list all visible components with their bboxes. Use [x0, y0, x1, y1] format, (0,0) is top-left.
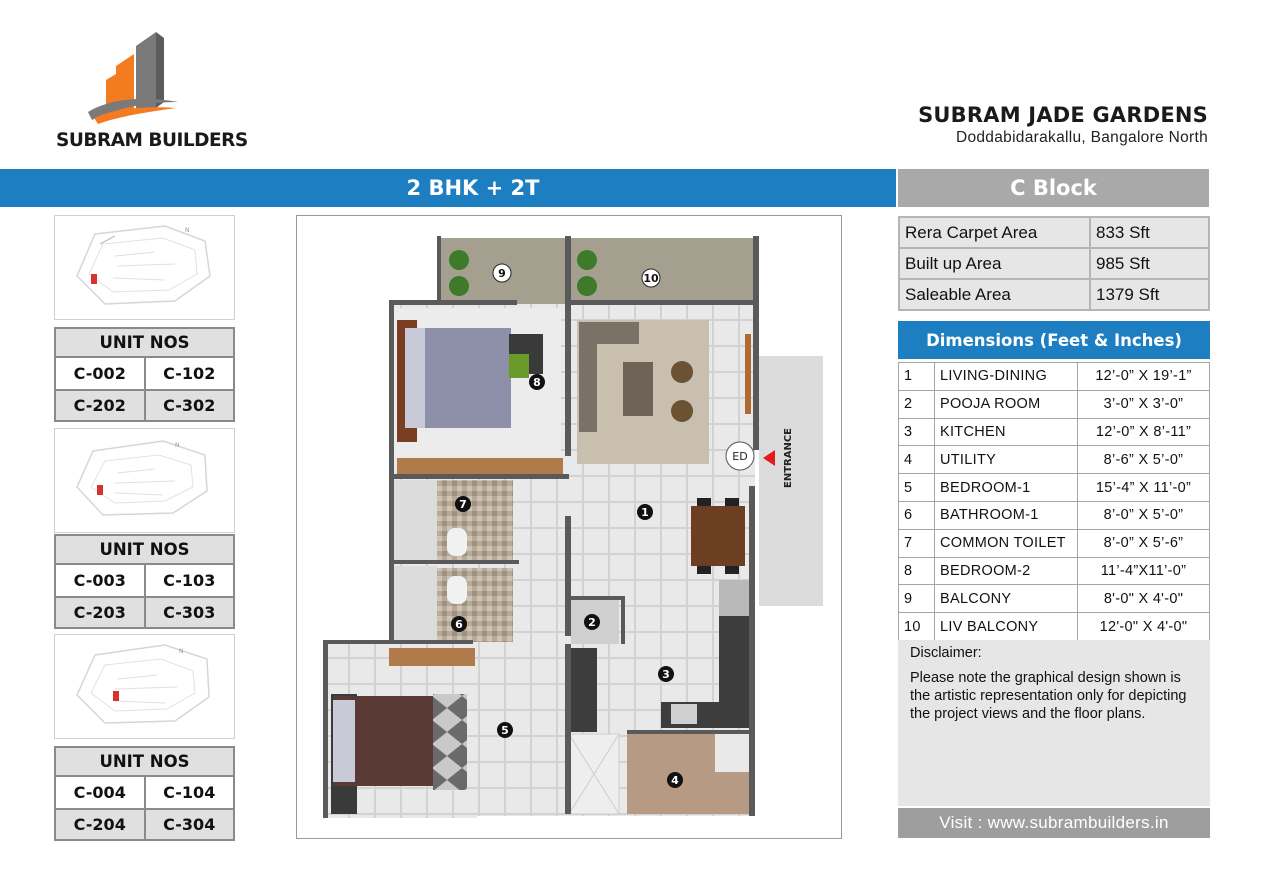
- unit-row: [56, 777, 233, 808]
- dimension-row: [899, 557, 1210, 585]
- dimension-room: BALCONY: [935, 585, 1078, 613]
- ed-label: ED: [732, 450, 748, 463]
- project-location: Doddabidarakallu, Bangalore North: [955, 129, 1208, 146]
- svg-text:N: N: [179, 648, 184, 655]
- dimension-number: 6: [899, 501, 935, 529]
- unit-numbers-table: [54, 327, 235, 422]
- room-marker: 1: [641, 506, 649, 519]
- dimension-row: [899, 585, 1210, 613]
- dimension-size: 11’-4”X11’-0”: [1078, 557, 1210, 585]
- unit-number: C-202: [73, 396, 126, 415]
- disclaimer-title: Disclaimer:: [910, 645, 982, 661]
- dimension-number: 5: [899, 474, 935, 502]
- brand-logo: [52, 28, 248, 153]
- area-value: 985 Sft: [1090, 248, 1209, 279]
- room-marker: 8: [533, 376, 541, 389]
- dimension-row: [899, 474, 1210, 502]
- key-plan-image: [54, 634, 235, 739]
- area-row: [899, 217, 1209, 248]
- dimension-row: [899, 613, 1210, 641]
- dimension-number: 8: [899, 557, 935, 585]
- block-banner: C Block: [898, 169, 1209, 207]
- dimension-room: BEDROOM-1: [935, 474, 1078, 502]
- dimensions-table: [898, 362, 1210, 641]
- dimension-size: 12’-0” X 19’-1”: [1078, 363, 1210, 391]
- dimensions-heading: Dimensions (Feet & Inches): [898, 321, 1210, 359]
- dimension-row: [899, 529, 1210, 557]
- key-plan-image: [54, 428, 235, 533]
- unit-row: [56, 808, 233, 839]
- unit-row: [56, 565, 233, 596]
- floor-plan: [296, 215, 842, 839]
- disclaimer: [898, 640, 1210, 806]
- room-marker: 4: [671, 774, 679, 787]
- website-link[interactable]: Visit : www.subrambuilders.in: [898, 808, 1210, 838]
- dimension-room: UTILITY: [935, 446, 1078, 474]
- room-marker: 7: [459, 498, 467, 511]
- unit-type-banner: 2 BHK + 2T: [0, 169, 896, 207]
- floor-plan-drawing: [297, 216, 843, 840]
- room-marker: 3: [662, 668, 670, 681]
- unit-number: C-302: [144, 391, 234, 420]
- room-marker: 9: [498, 267, 506, 280]
- dimension-room: POOJA ROOM: [935, 390, 1078, 418]
- dimension-number: 9: [899, 585, 935, 613]
- unit-number: C-003: [73, 571, 126, 590]
- builders-logo-icon: [86, 28, 186, 128]
- unit-numbers-table: [54, 534, 235, 629]
- dimension-row: [899, 390, 1210, 418]
- room-marker: 2: [588, 616, 596, 629]
- area-label: Built up Area: [899, 248, 1090, 279]
- unit-row: [56, 596, 233, 627]
- dimension-room: BATHROOM-1: [935, 501, 1078, 529]
- area-value: 833 Sft: [1090, 217, 1209, 248]
- dimension-room: LIV BALCONY: [935, 613, 1078, 641]
- area-table: [898, 216, 1210, 311]
- unit-number: C-102: [144, 358, 234, 389]
- dimension-size: 8’-0” X 5’-0”: [1078, 501, 1210, 529]
- dimension-room: COMMON TOILET: [935, 529, 1078, 557]
- unit-numbers-table: [54, 746, 235, 841]
- dimension-size: 15’-4” X 11’-0”: [1078, 474, 1210, 502]
- project-title: SUBRAM JADE GARDENS: [918, 103, 1208, 127]
- brand-name: SUBRAM BUILDERS: [56, 130, 248, 151]
- area-row: [899, 279, 1209, 310]
- unit-numbers-heading: UNIT NOS: [56, 329, 233, 358]
- room-marker: 10: [643, 272, 659, 285]
- key-plan-image: [54, 215, 235, 320]
- disclaimer-text: Please note the graphical design shown is the artistic representation only for depicting the project views and the floor plans.: [910, 670, 1187, 722]
- unit-numbers-heading: UNIT NOS: [56, 536, 233, 565]
- project-heading: [918, 103, 1208, 147]
- dimension-number: 2: [899, 390, 935, 418]
- dimension-room: LIVING-DINING: [935, 363, 1078, 391]
- unit-number: C-203: [73, 603, 126, 622]
- room-marker: 5: [501, 724, 509, 737]
- room-marker: 6: [455, 618, 463, 631]
- dimension-number: 4: [899, 446, 935, 474]
- area-value: 1379 Sft: [1090, 279, 1209, 310]
- dimension-row: [899, 501, 1210, 529]
- dimension-row: [899, 363, 1210, 391]
- unit-number: C-304: [144, 810, 234, 839]
- unit-number: C-204: [73, 815, 126, 834]
- area-label: Saleable Area: [899, 279, 1090, 310]
- svg-text:N: N: [185, 227, 190, 234]
- dimension-size: 3’-0” X 3’-0”: [1078, 390, 1210, 418]
- unit-number: C-002: [73, 364, 126, 383]
- dimension-size: 12'-0" X 4'-0": [1078, 613, 1210, 641]
- unit-row: [56, 389, 233, 420]
- entrance-label: ENTRANCE: [783, 428, 794, 488]
- area-row: [899, 248, 1209, 279]
- svg-text:N: N: [175, 442, 180, 449]
- dimension-size: 8'-0" X 4'-0": [1078, 585, 1210, 613]
- unit-number: C-103: [144, 565, 234, 596]
- dimension-number: 7: [899, 529, 935, 557]
- dimension-row: [899, 446, 1210, 474]
- unit-row: [56, 358, 233, 389]
- dimension-row: [899, 418, 1210, 446]
- dimension-number: 1: [899, 363, 935, 391]
- dimension-room: BEDROOM-2: [935, 557, 1078, 585]
- dimension-size: 8’-0” X 5’-6”: [1078, 529, 1210, 557]
- area-label: Rera Carpet Area: [899, 217, 1090, 248]
- dimension-number: 10: [899, 613, 935, 641]
- dimension-size: 12’-0” X 8’-11”: [1078, 418, 1210, 446]
- dimensions-panel: [898, 321, 1210, 641]
- unit-numbers-heading: UNIT NOS: [56, 748, 233, 777]
- unit-number: C-004: [73, 783, 126, 802]
- dimension-size: 8’-6” X 5’-0”: [1078, 446, 1210, 474]
- dimension-number: 3: [899, 418, 935, 446]
- unit-number: C-104: [144, 777, 234, 808]
- dimension-room: KITCHEN: [935, 418, 1078, 446]
- unit-number: C-303: [144, 598, 234, 627]
